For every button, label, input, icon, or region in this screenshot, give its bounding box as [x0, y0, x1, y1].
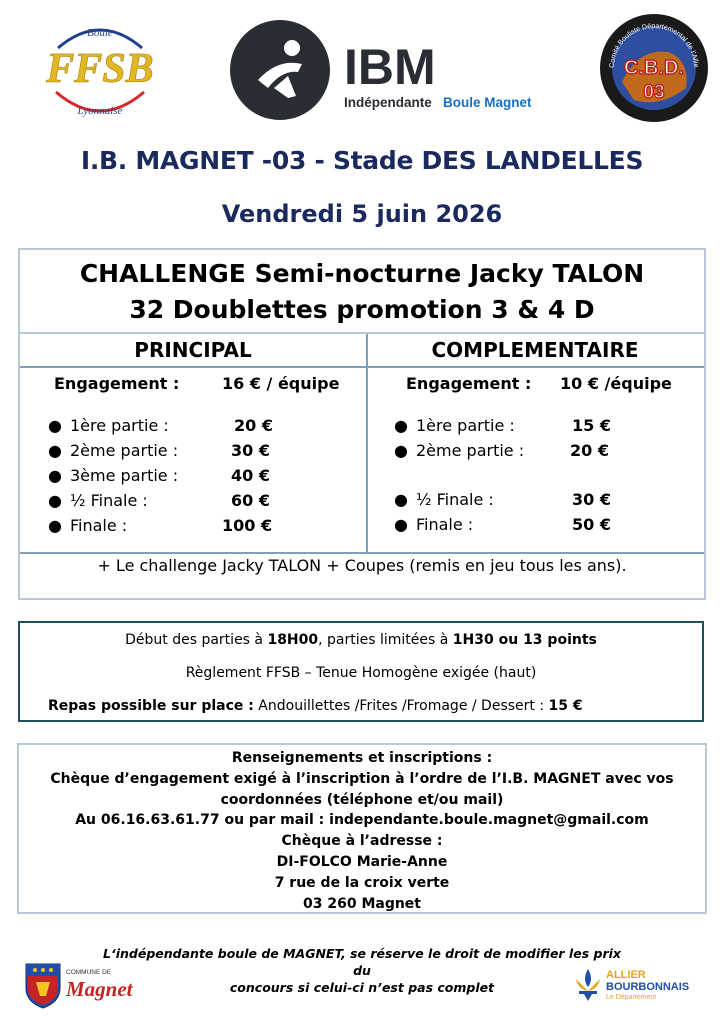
prize-amount: 100 € [222, 516, 273, 535]
bullet-icon: ● [48, 416, 62, 435]
magnet-logo-main: Magnet [66, 977, 133, 1001]
prize-amount: 15 € [572, 416, 611, 435]
ibm-logo-sub-brand: Boule Magnet [443, 95, 532, 110]
complementaire-engagement-label: Engagement : [406, 374, 532, 393]
challenge-title-line2: 32 Doublettes promotion 3 & 4 D [129, 295, 595, 324]
registration-box [17, 743, 707, 914]
registration-line: coordonnées (téléphone et/ou mail) [220, 791, 504, 808]
bullet-icon: ● [394, 441, 408, 460]
bullet-icon: ● [48, 516, 62, 535]
allier-logo-line3: Le Département [606, 994, 657, 1001]
ffsb-logo-top: Boule [87, 27, 113, 39]
prize-label: ½ Finale : [416, 490, 494, 509]
prize-label: 1ère partie : [70, 416, 169, 435]
prize-label: 1ère partie : [416, 416, 515, 435]
allier-logo-line2: BOURBONNAIS [606, 981, 690, 993]
prize-label: Finale : [70, 516, 128, 535]
cbd-logo-ring: Comité Bouliste Départemental de l'Allie [608, 22, 700, 69]
disclaimer [100, 945, 624, 996]
ffsb-logo-main: FFSB [46, 46, 154, 92]
bullet-icon: ● [48, 466, 62, 485]
prize-amount: 50 € [572, 515, 611, 534]
prize-label: 2ème partie : [70, 441, 179, 460]
meal-text: Andouillettes /Frites /Fromage / Dessert : [253, 698, 549, 714]
meal-line [48, 698, 583, 714]
magnet-logo-small: COMMUNE DE [66, 969, 112, 976]
start-time: 18H00 [267, 632, 319, 648]
list-item [48, 491, 348, 516]
ffsb-logo [36, 18, 164, 122]
prize-label: Finale : [416, 515, 474, 534]
registration-contact: Au 06.16.63.61.77 ou par mail : independante.boule.magnet@gmail.com [75, 812, 649, 829]
registration-street: 7 rue de la croix verte [274, 874, 450, 891]
challenge-title [20, 250, 704, 334]
meal-price: 15 € [548, 698, 583, 714]
cbd-logo-num: 03 [643, 82, 665, 103]
cbd-logo [598, 12, 710, 124]
ffsb-logo-bottom: Lyonnaise [77, 105, 123, 117]
ibm-logo-sub-prefix: Indépendante [344, 95, 432, 110]
page-title: I.B. MAGNET -03 - Stade DES LANDELLES [80, 146, 644, 175]
challenge-box [18, 248, 706, 600]
limit-value: 1H30 ou 13 points [452, 632, 597, 648]
prize-amount: 40 € [231, 466, 270, 485]
list-item [394, 441, 694, 466]
list-item [48, 516, 348, 541]
magnet-commune-logo [24, 960, 144, 1010]
prize-amount: 20 € [570, 441, 609, 460]
meal-label: Repas possible sur place : [48, 698, 254, 714]
allier-logo-line1: ALLIER [606, 969, 646, 981]
principal-heading: PRINCIPAL [20, 334, 366, 368]
list-item [394, 416, 694, 441]
registration-line: Chèque à l’adresse : [281, 833, 443, 850]
disclaimer-line1: L‘indépendante boule de MAGNET, se réserve le droit de modifier les prix du [103, 946, 621, 978]
list-item [394, 490, 694, 515]
prize-label: 3ème partie : [70, 466, 179, 485]
complementaire-heading: COMPLEMENTAIRE [366, 334, 704, 368]
bullet-icon: ● [394, 515, 408, 534]
prize-amount: 60 € [231, 491, 270, 510]
start-time-line [20, 632, 702, 648]
bullet-icon: ● [394, 416, 408, 435]
registration-line: Chèque d’engagement exigé à l’inscription à l’ordre de l’I.B. MAGNET avec vos [50, 770, 674, 787]
disclaimer-line2: concours si celui-ci n’est pas complet [229, 980, 495, 995]
principal-prize-list [48, 416, 348, 541]
registration-city: 03 260 Magnet [302, 895, 421, 912]
bullet-icon: ● [48, 491, 62, 510]
allier-logo [570, 965, 700, 1005]
complementaire-prize-list [394, 416, 694, 540]
prize-amount: 30 € [572, 490, 611, 509]
ibm-logo-main: IBM [344, 39, 436, 95]
bullet-icon: ● [48, 441, 62, 460]
principal-engagement-label: Engagement : [54, 374, 180, 393]
prize-label: 2ème partie : [416, 441, 525, 460]
limit-text: , parties limitées à [318, 632, 453, 648]
prize-amount: 30 € [231, 441, 270, 460]
ibm-logo [228, 18, 548, 122]
list-item [48, 416, 348, 441]
rules-line: Règlement FFSB – Tenue Homogène exigée (haut) [185, 665, 537, 681]
column-divider [366, 334, 368, 554]
challenge-title-line1: CHALLENGE Semi-nocturne Jacky TALON [79, 259, 645, 288]
challenge-footer: + Le challenge Jacky TALON + Coupes (remis en jeu tous les ans). [97, 556, 627, 575]
principal-engagement-value: 16 € / équipe [222, 374, 340, 393]
prize-label: ½ Finale : [70, 491, 148, 510]
prize-amount: 20 € [234, 416, 273, 435]
list-spacer [394, 466, 694, 490]
registration-heading: Renseignements et inscriptions : [231, 750, 493, 766]
list-item [394, 515, 694, 540]
complementaire-engagement-value: 10 € /équipe [560, 374, 672, 393]
list-item [48, 441, 348, 466]
bullet-icon: ● [394, 490, 408, 509]
footer-divider [20, 552, 704, 554]
registration-name: DI-FOLCO Marie-Anne [276, 853, 448, 870]
info-box [18, 621, 704, 722]
start-text: Début des parties à [125, 632, 268, 648]
cbd-logo-main: C.B.D. [624, 57, 684, 79]
event-date: Vendredi 5 juin 2026 [221, 200, 503, 228]
list-item [48, 466, 348, 491]
